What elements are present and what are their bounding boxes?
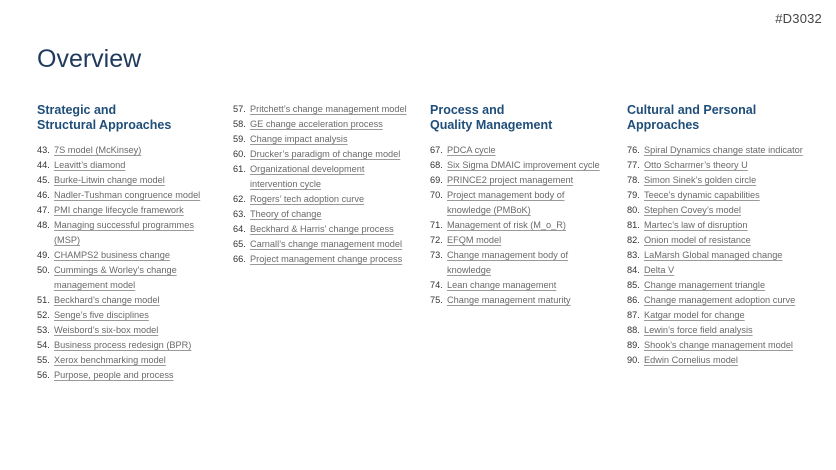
list-item [627, 173, 807, 188]
model-link[interactable]: Lean change management [447, 280, 557, 290]
list-item [233, 207, 413, 222]
list-item-number: 70. [430, 190, 443, 200]
model-link[interactable]: Weisbord’s six-box model [54, 325, 159, 335]
list-item-number: 68. [430, 160, 443, 170]
model-link[interactable]: Nadler-Tushman congruence model [54, 190, 201, 200]
list-item [233, 222, 413, 237]
list-item-number: 47. [37, 205, 50, 215]
list-item [37, 338, 217, 353]
model-link[interactable]: Pritchett’s change management model [250, 104, 407, 114]
list-item-number: 50. [37, 265, 50, 275]
list-item-number: 57. [233, 104, 246, 114]
model-link[interactable]: CHAMPS2 business change [54, 250, 170, 260]
list-item-number: 77. [627, 160, 640, 170]
list-item [627, 338, 807, 353]
model-link[interactable]: 7S model (McKinsey) [54, 145, 142, 155]
list-item-number: 80. [627, 205, 640, 215]
list-item [627, 278, 807, 293]
model-link[interactable]: Beckhard’s change model [54, 295, 160, 305]
list-item [430, 278, 610, 293]
list-item-number: 76. [627, 145, 640, 155]
model-link[interactable]: PMI change lifecycle framework [54, 205, 184, 215]
model-link[interactable]: Business process redesign (BPR) [54, 340, 192, 350]
list-item [37, 263, 217, 293]
model-link[interactable]: Managing successful programmes (MSP) [54, 220, 194, 245]
model-link[interactable]: PRINCE2 project management [447, 175, 574, 185]
model-link[interactable]: Project management change process [250, 254, 403, 264]
model-link[interactable]: Simon Sinek’s golden circle [644, 175, 757, 185]
model-link[interactable]: Burke-Litwin change model [54, 175, 165, 185]
model-link[interactable]: Rogers’ tech adoption curve [250, 194, 365, 204]
list-item-number: 81. [627, 220, 640, 230]
model-link[interactable]: Teece’s dynamic capabilities [644, 190, 760, 200]
list-item [37, 188, 217, 203]
model-list [430, 143, 610, 308]
page-title: Overview [37, 44, 142, 73]
model-link[interactable]: GE change acceleration process [250, 119, 383, 129]
column-heading-line2: Structural Approaches [37, 118, 172, 132]
list-item-number: 54. [37, 340, 50, 350]
model-link[interactable]: Management of risk (M_o_R) [447, 220, 566, 230]
list-item [233, 147, 413, 162]
list-item-number: 69. [430, 175, 443, 185]
model-link[interactable]: Katgar model for change [644, 310, 745, 320]
model-link[interactable]: Change management body of knowledge [447, 250, 569, 275]
list-item [233, 252, 413, 267]
list-item-number: 79. [627, 190, 640, 200]
list-item-number: 86. [627, 295, 640, 305]
list-item [37, 293, 217, 308]
model-link[interactable]: Six Sigma DMAIC improvement cycle [447, 160, 600, 170]
model-link[interactable]: Change management adoption curve [644, 295, 796, 305]
model-link[interactable]: Purpose, people and process [54, 370, 174, 380]
list-item [430, 143, 610, 158]
slide-id: #D3032 [775, 11, 822, 26]
list-item-number: 49. [37, 250, 50, 260]
model-link[interactable]: Beckhard & Harris’ change process [250, 224, 394, 234]
model-link[interactable]: PDCA cycle [447, 145, 496, 155]
list-item-number: 65. [233, 239, 246, 249]
list-item [430, 248, 610, 278]
list-item-number: 82. [627, 235, 640, 245]
list-item-number: 67. [430, 145, 443, 155]
list-item [37, 308, 217, 323]
list-item-number: 61. [233, 164, 246, 174]
list-item [430, 158, 610, 173]
list-item-number: 56. [37, 370, 50, 380]
list-item-number: 44. [37, 160, 50, 170]
model-link[interactable]: LaMarsh Global managed change [644, 250, 783, 260]
column-heading-line1: Cultural and Personal [627, 103, 757, 117]
model-link[interactable]: Shook’s change management model [644, 340, 793, 350]
list-item-number: 88. [627, 325, 640, 335]
list-item-number: 74. [430, 280, 443, 290]
list-item-number: 85. [627, 280, 640, 290]
list-item-number: 72. [430, 235, 443, 245]
list-item [627, 188, 807, 203]
list-item-number: 51. [37, 295, 50, 305]
list-item-number: 84. [627, 265, 640, 275]
list-item [627, 248, 807, 263]
list-item-number: 83. [627, 250, 640, 260]
column-cultural-personal [627, 103, 807, 368]
list-item-number: 43. [37, 145, 50, 155]
list-item [627, 263, 807, 278]
column-heading-line1: Process and [430, 103, 505, 117]
list-item-number: 53. [37, 325, 50, 335]
column-heading [430, 103, 610, 133]
list-item-number: 73. [430, 250, 443, 260]
column-strategic-structural [37, 103, 217, 383]
model-list [627, 143, 807, 368]
column-heading [37, 103, 217, 133]
model-link[interactable]: Project management body of knowledge (PMBoK) [447, 190, 565, 215]
model-link[interactable]: Xerox benchmarking model [54, 355, 166, 365]
list-item-number: 66. [233, 254, 246, 264]
list-item [37, 323, 217, 338]
list-item [627, 308, 807, 323]
list-item-number: 52. [37, 310, 50, 320]
list-item [430, 293, 610, 308]
column-heading-line1: Strategic and [37, 103, 117, 117]
list-item [37, 203, 217, 218]
model-link[interactable]: Organizational development intervention cycle [250, 164, 365, 189]
column-process-quality [430, 103, 610, 308]
list-item [37, 368, 217, 383]
list-item-number: 60. [233, 149, 246, 159]
list-item [37, 248, 217, 263]
column-heading-line2: Quality Management [430, 118, 553, 132]
list-item-number: 71. [430, 220, 443, 230]
model-link[interactable]: Lewin’s force field analysis [644, 325, 753, 335]
list-item-number: 90. [627, 355, 640, 365]
column-strategic-structural-continued [233, 102, 413, 267]
list-item [233, 132, 413, 147]
model-link[interactable]: Cummings & Worley’s change management model [54, 265, 177, 290]
list-item [627, 323, 807, 338]
list-item-number: 64. [233, 224, 246, 234]
model-link[interactable]: Carnall’s change management model [250, 239, 403, 249]
list-item-number: 59. [233, 134, 246, 144]
list-item-number: 63. [233, 209, 246, 219]
model-link[interactable]: Drucker’s paradigm of change model [250, 149, 401, 159]
list-item [233, 162, 413, 192]
model-link[interactable]: Senge’s five disciplines [54, 310, 149, 320]
list-item-number: 58. [233, 119, 246, 129]
list-item [233, 192, 413, 207]
list-item [627, 143, 807, 158]
model-link[interactable]: Change impact analysis [250, 134, 348, 144]
list-item-number: 87. [627, 310, 640, 320]
model-list [233, 102, 413, 267]
model-link[interactable]: Delta V [644, 265, 675, 275]
model-link[interactable]: Otto Scharmer’s theory U [644, 160, 748, 170]
list-item [430, 233, 610, 248]
model-link[interactable]: Onion model of resistance [644, 235, 751, 245]
list-item [430, 188, 610, 218]
list-item-number: 45. [37, 175, 50, 185]
list-item-number: 46. [37, 190, 50, 200]
model-link[interactable]: Leavitt’s diamond [54, 160, 126, 170]
model-link[interactable]: Change management maturity [447, 295, 571, 305]
model-link[interactable]: Change management triangle [644, 280, 766, 290]
list-item-number: 75. [430, 295, 443, 305]
list-item [627, 203, 807, 218]
model-link[interactable]: Edwin Cornelius model [644, 355, 738, 365]
model-link[interactable]: EFQM model [447, 235, 502, 245]
list-item-number: 55. [37, 355, 50, 365]
list-item [627, 353, 807, 368]
column-heading [627, 103, 807, 133]
list-item [37, 353, 217, 368]
model-link[interactable]: Spiral Dynamics change state indicator [644, 145, 803, 155]
model-link[interactable]: Stephen Covey’s model [644, 205, 741, 215]
list-item [627, 158, 807, 173]
list-item [233, 237, 413, 252]
model-link[interactable]: Martec’s law of disruption [644, 220, 748, 230]
list-item-number: 48. [37, 220, 50, 230]
list-item [627, 233, 807, 248]
list-item [627, 293, 807, 308]
column-heading-line2: Approaches [627, 118, 700, 132]
list-item-number: 89. [627, 340, 640, 350]
list-item-number: 62. [233, 194, 246, 204]
list-item [37, 143, 217, 158]
list-item [627, 218, 807, 233]
list-item [37, 218, 217, 248]
list-item [233, 117, 413, 132]
list-item [430, 173, 610, 188]
list-item [233, 102, 413, 117]
list-item [430, 218, 610, 233]
list-item [37, 158, 217, 173]
model-list [37, 143, 217, 383]
model-link[interactable]: Theory of change [250, 209, 322, 219]
list-item-number: 78. [627, 175, 640, 185]
list-item [37, 173, 217, 188]
